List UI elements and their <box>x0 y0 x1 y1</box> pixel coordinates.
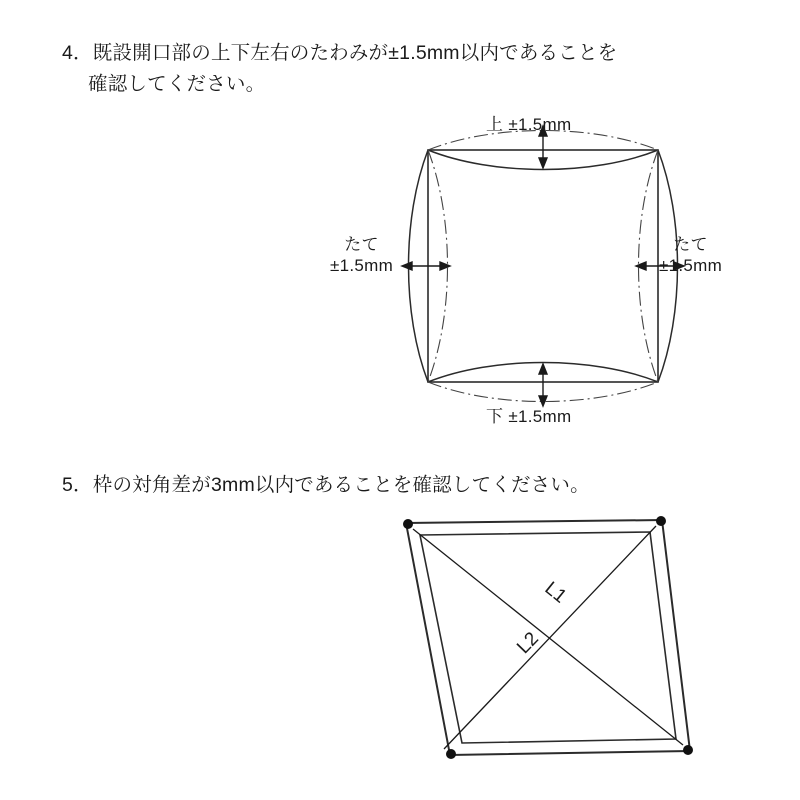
label-top-tolerance: 上 ±1.5mm <box>486 115 572 134</box>
section-4-line2: 確認してください。 <box>88 73 266 96</box>
label-left-tolerance <box>330 234 393 277</box>
label-bottom-tolerance: 下 ±1.5mm <box>486 407 572 426</box>
label-right-tolerance <box>659 234 722 277</box>
section-5-line1: 枠の対角差が3mm以内であることを確認してください。 <box>92 474 590 496</box>
section-4-text <box>62 38 752 100</box>
label-right-line2: ±1.5mm <box>659 256 723 276</box>
section-5-text <box>62 470 762 501</box>
label-l1: L1 <box>540 577 571 608</box>
section-5-number: 5． <box>62 474 93 496</box>
figure-diagonal-difference <box>380 505 720 775</box>
label-right-line1: たて <box>673 235 708 254</box>
label-left-line1: たて <box>344 235 379 254</box>
section-4-number: 4． <box>62 42 93 64</box>
section-4-line1: 既設開口部の上下左右のたわみが±1.5mm以内であることを <box>92 42 618 64</box>
label-l2: L2 <box>513 628 543 659</box>
label-left-line2: ±1.5mm <box>330 256 394 276</box>
